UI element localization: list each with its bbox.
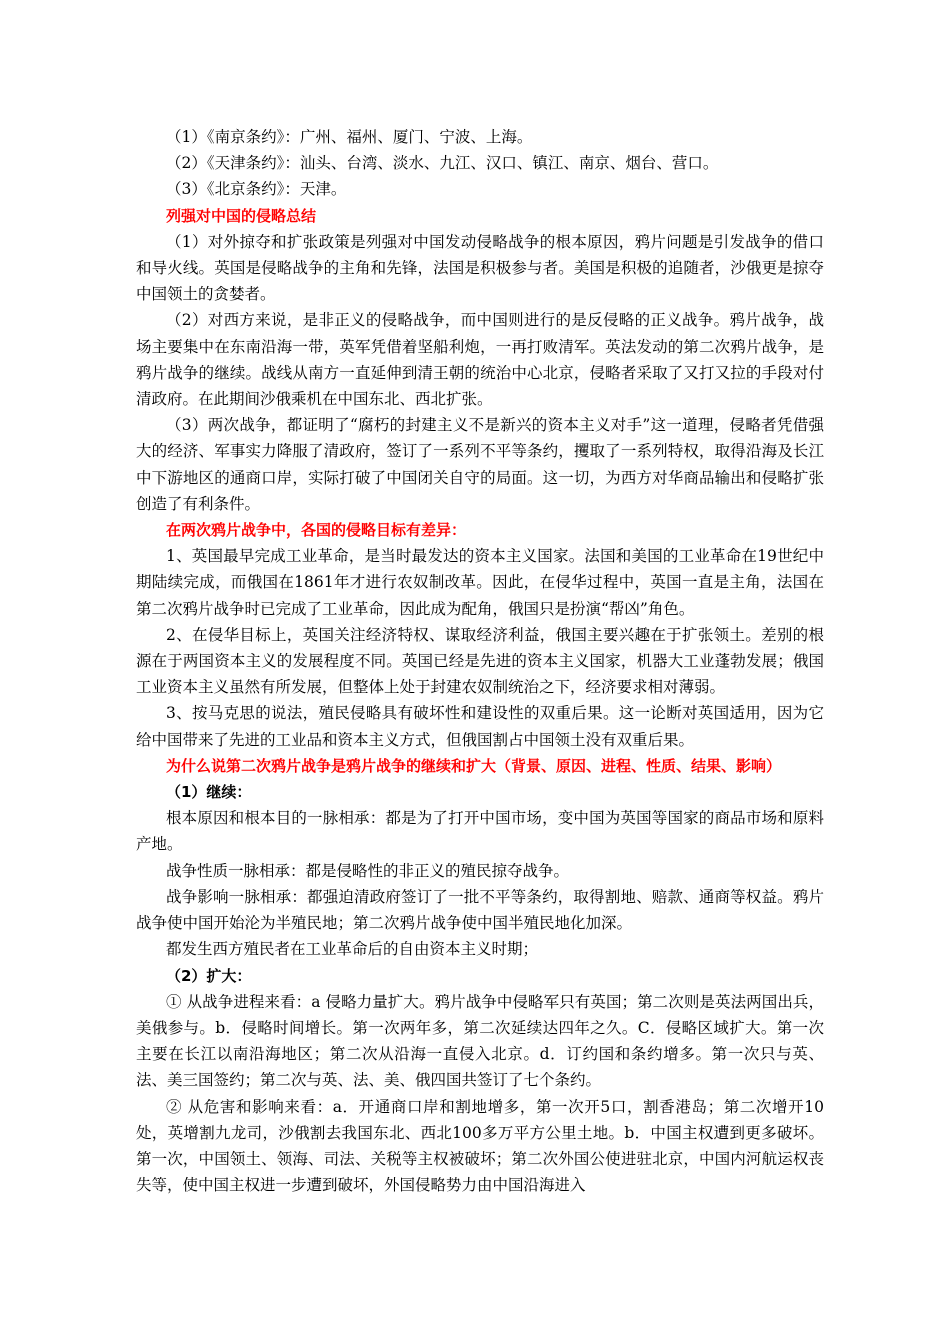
treaty-line-beijing: （3）《北京条约》：天津。 <box>166 180 347 199</box>
paragraph: （1）对外掠夺和扩张政策是列强对中国发动侵略战争的根本原因，鸦片问题是引发战争的借口和导火线。英国是侵略战争的主角和先锋，法国是积极参与者。美国是积极的追随者，沙俄更是掠夺中国领土的贪婪者。 <box>136 232 824 304</box>
paragraph: 根本原因和根本目的一脉相承：都是为了打开中国市场，变中国为英国等国家的商品市场和原料产地。 <box>136 809 824 854</box>
section-heading-invasion-goals: 在两次鸦片战争中，各国的侵略目标有差异： <box>166 521 467 540</box>
paragraph: （3）两次战争，都证明了“腐朽的封建主义不是新兴的资本主义对手”这一道理，侵略者凭借强大的经济、军事实力降服了清政府，签订了一系列不平等条约，攫取了一系列特权，取得沿海及长江中下游地区的通商口岸，实际打破了中国闭关自守的局面。这一切，为西方对华商品输出和侵略扩张创造了有利条件。 <box>136 416 824 513</box>
treaty-line-tianjin: （2）《天津条约》：汕头、台湾、淡水、九江、汉口、镇江、南京、烟台、营口。 <box>166 154 719 173</box>
section-heading-second-opium-war: 为什么说第二次鸦片战争是鸦片战争的继续和扩大（背景、原因、进程、性质、结果、影响） <box>166 756 782 775</box>
paragraph: 战争影响一脉相承：都强迫清政府签订了一批不平等条约，取得割地、赔款、通商等权益。鸦片战争使中国开始沦为半殖民地；第二次鸦片战争使中国半殖民地化加深。 <box>136 887 824 933</box>
treaty-line-nanjing: （1）《南京条约》：广州、福州、厦门、宁波、上海。 <box>166 128 533 146</box>
subheading-expansion: （2）扩大： <box>166 966 252 985</box>
paragraph: 2、在侵华目标上，英国关注经济特权、谋取经济利益，俄国主要兴趣在于扩张领土。差别的根源在于两国资本主义的发展程度不同。英国已经是先进的资本主义国家，机器大工业蓬勃发展；俄国工业资本主义虽然有所发展，但整体上处于封建农奴制统治之下，经济要求相对薄弱。 <box>136 625 824 697</box>
paragraph: 都发生西方殖民者在工业革命后的自由资本主义时期； <box>166 940 539 959</box>
paragraph: （2）对西方来说，是非正义的侵略战争，而中国则进行的是反侵略的正义战争。鸦片战争，战场主要集中在东南沿海一带，英军凭借着坚船利炮，一再打败清军。英法发动的第二次鸦片战争，是鸦片战争的继续。战线从南方一直延伸到清王朝的统治中心北京，侵略者采取了又打又拉的手段对付清政府。在此期间沙俄乘机在中国东北、西北扩张。 <box>136 311 824 409</box>
paragraph: ① 从战争进程来看：a 侵略力量扩大。鸦片战争中侵略军只有英国；第二次则是英法两国出兵，美俄参与。b．侵略时间增长。第一次两年多，第二次延续达四年之久。C．侵略区域扩大。第一次主要在长江以南沿海地区；第二次从沿海一直侵入北京。d．订约国和条约增多。第一次只与英、法、美三国签约；第二次与英、法、美、俄四国共签订了七个条约。 <box>136 992 824 1090</box>
paragraph: ② 从危害和影响来看：a．开通商口岸和割地增多，第一次开5口，割香港岛；第二次增开10处，英增割九龙司，沙俄割去我国东北、西北100多万平方公里土地。b．中国主权遭到更多破坏。第一次，中国领土、领海、司法、关税等主权被破坏；第二次外国公使进驻北京，中国内河航运权丧失等，使中国主权进一步遭到破坏，外国侵略势力由中国沿海进入 <box>136 1097 824 1195</box>
document-page <box>136 124 824 1198</box>
subheading-continuation: （1）继续： <box>166 783 252 802</box>
paragraph: 战争性质一脉相承：都是侵略性的非正义的殖民掠夺战争。 <box>166 861 570 880</box>
paragraph: 1、英国最早完成工业革命，是当时最发达的资本主义国家。法国和美国的工业革命在19世纪中期陆续完成，而俄国在1861年才进行农奴制改革。因此，在侵华过程中，英国一直是主角，法国在第二次鸦片战争时已完成了工业革命，因此成为配角，俄国只是扮演“帮凶”角色。 <box>136 547 824 618</box>
section-heading-invasion-summary: 列强对中国的侵略总结 <box>166 206 317 225</box>
paragraph: 3、按马克思的说法，殖民侵略具有破坏性和建设性的双重后果。这一论断对英国适用，因为它给中国带来了先进的工业品和资本主义方式，但俄国割占中国领土没有双重后果。 <box>136 704 824 749</box>
